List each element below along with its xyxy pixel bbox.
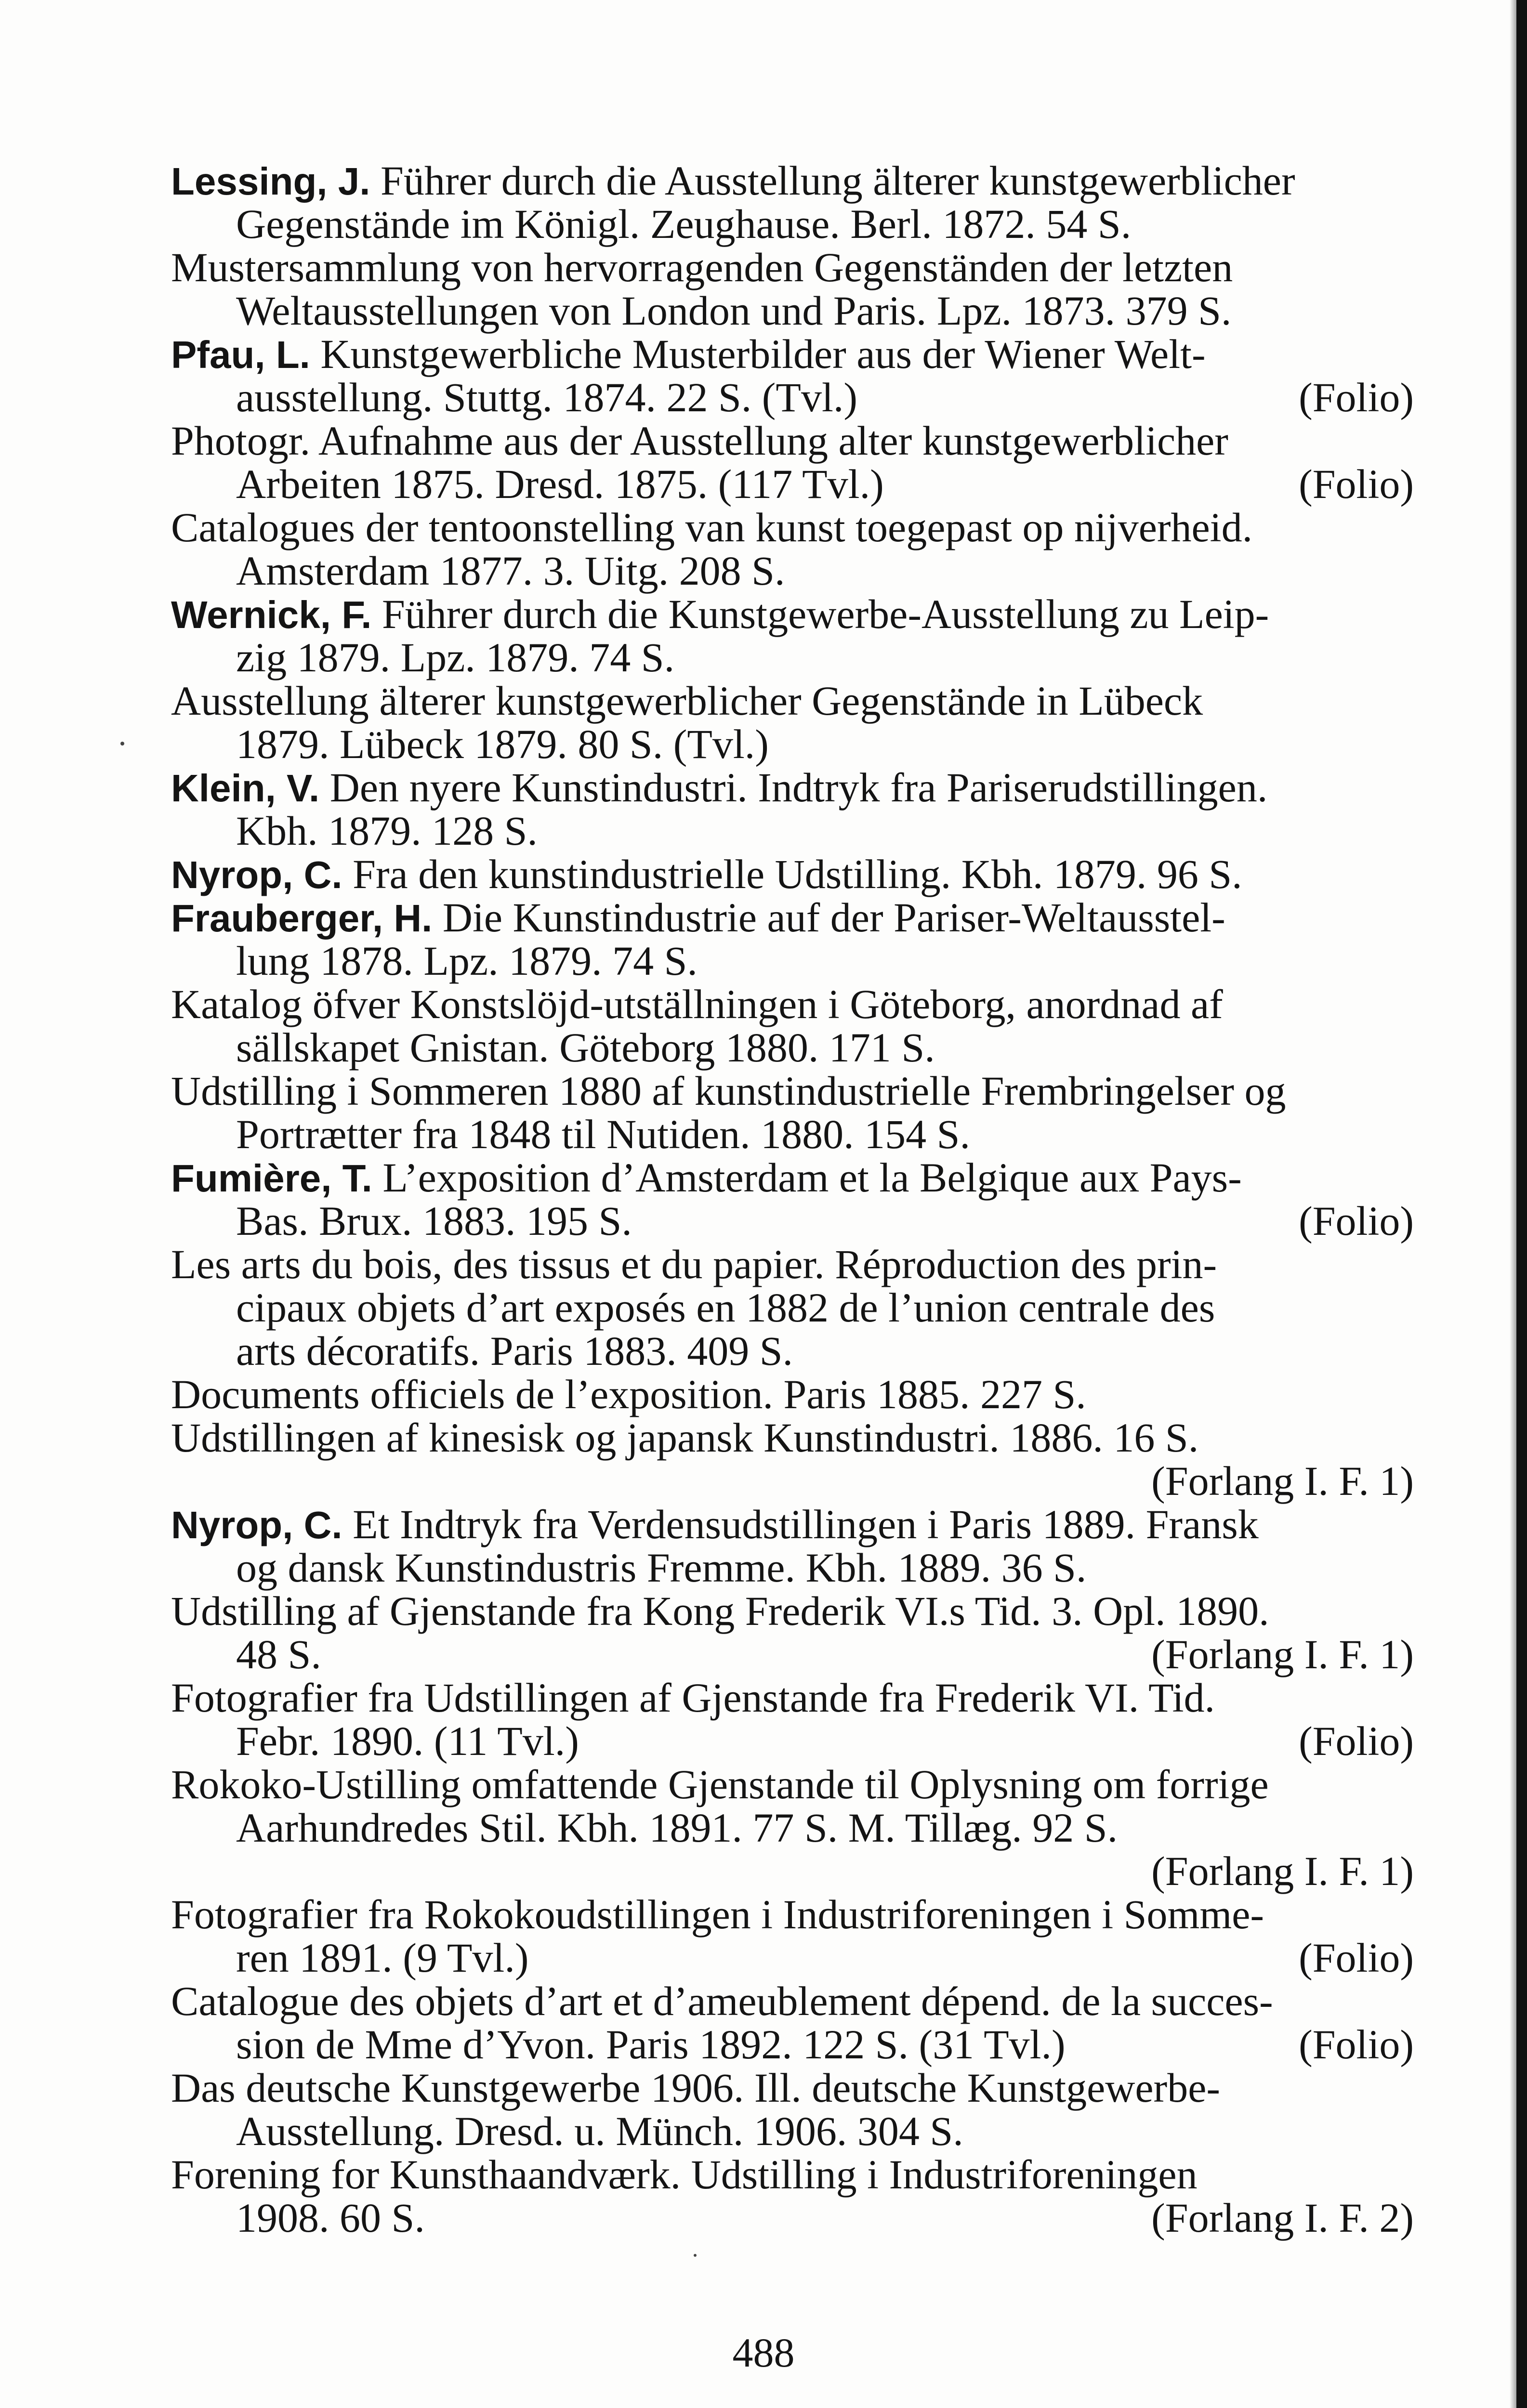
bibliography-entry: [171, 2153, 1414, 2239]
entry-text: sion de Mme d’Yvon. Paris 1892. 122 S. (31 Tvl.): [236, 2021, 1066, 2068]
entry-author: Fumière, T.: [171, 1157, 372, 1200]
entry-line: [171, 592, 1414, 636]
entry-text: Führer durch die Kunstgewerbe-Ausstellung zu Leip-: [371, 591, 1269, 637]
entry-text: Rokoko-Ustilling omfattende Gjenstande til Oplysning om forrige: [171, 1761, 1269, 1807]
entry-text: Aarhundredes Stil. Kbh. 1891. 77 S. M. Tillæg. 92 S.: [236, 1805, 1118, 1851]
entry-text: Bas. Brux. 1883. 195 S.: [236, 1198, 632, 1244]
page-edge-shadow: [1510, 0, 1516, 2408]
entry-text: ren 1891. (9 Tvl.): [236, 1935, 529, 1981]
entry-text: og dansk Kunstindustris Fremme. Kbh. 1889. 36 S.: [236, 1544, 1087, 1591]
entry-format-note: (Forlang I. F. 2): [1151, 2195, 1414, 2241]
entry-author: Pfau, L.: [171, 333, 310, 376]
entry-line: [171, 982, 1414, 1026]
entry-text: ausstellung. Stuttg. 1874. 22 S. (Tvl.): [236, 374, 857, 420]
entry-line: [171, 1156, 1414, 1199]
entry-text: Fotografier fra Rokokoudstillingen i Industriforeningen i Somme-: [171, 1891, 1264, 1937]
entry-format-note: (Folio): [1299, 1935, 1414, 1981]
bibliography-entry: [171, 2066, 1414, 2153]
entry-text: Mustersammlung von hervorragenden Gegenständen der letzten: [171, 244, 1233, 290]
entry-text: Die Kunstindustrie auf der Pariser-Weltausstel-: [432, 894, 1225, 941]
bibliography-entry: [171, 982, 1414, 1069]
entry-line: [171, 2023, 1414, 2066]
page-edge: [1516, 0, 1527, 2408]
entry-text: Les arts du bois, des tissus et du papier. Réproduction des prin-: [171, 1241, 1217, 1287]
bibliography-entry: [171, 419, 1414, 506]
entry-line: [171, 1026, 1414, 1069]
entry-text: Catalogues der tentoonstelling van kunst toegepast op nijverheid.: [171, 504, 1253, 550]
entry-text: zig 1879. Lpz. 1879. 74 S.: [236, 634, 675, 681]
bibliography-entry: [171, 592, 1414, 679]
bibliography-entry: [171, 1373, 1414, 1416]
entry-line: [171, 939, 1414, 982]
entry-text: 1879. Lübeck 1879. 80 S. (Tvl.): [236, 721, 769, 767]
entry-line: [171, 2153, 1414, 2196]
entry-text: arts décoratifs. Paris 1883. 409 S.: [236, 1328, 793, 1374]
entry-line: [171, 1893, 1414, 1936]
entry-text: Udstilling i Sommeren 1880 af kunstindustrielle Frembringelser og: [171, 1068, 1286, 1114]
entry-line: [171, 332, 1414, 376]
entry-format-note: (Folio): [1299, 2021, 1414, 2068]
entry-line: [171, 1243, 1414, 1286]
scan-speck: [120, 742, 124, 746]
entry-text: lung 1878. Lpz. 1879. 74 S.: [236, 938, 698, 984]
entry-author: Wernick, F.: [171, 593, 372, 636]
entry-line: [171, 896, 1414, 939]
entry-text: Udstilling af Gjenstande fra Kong Frederik VI.s Tid. 3. Opl. 1890.: [171, 1588, 1269, 1634]
entry-line: [171, 246, 1414, 289]
page-number: 488: [732, 2329, 795, 2376]
entry-line: [171, 1373, 1414, 1416]
entry-line: [171, 722, 1414, 766]
entry-format-note: (Forlang I. F. 1): [1151, 1458, 1414, 1504]
entry-line: [171, 1286, 1414, 1329]
entry-text: cipaux objets d’art exposés en 1882 de l’union centrale des: [236, 1284, 1215, 1331]
entry-line: [171, 1329, 1414, 1373]
bleed-through-text: [270, 63, 944, 112]
entry-line: [171, 1633, 1414, 1676]
entry-line: [171, 2196, 1414, 2239]
entry-text: Forening for Kunsthaandværk. Udstilling i Industriforeningen: [171, 2151, 1198, 2198]
bibliography-entry: [171, 1676, 1414, 1763]
entry-line: [171, 1936, 1414, 1979]
entry-text: Gegenstände im Königl. Zeughause. Berl. 1872. 54 S.: [236, 201, 1132, 247]
entry-text: L’exposition d’Amsterdam et la Belgique aux Pays-: [372, 1154, 1242, 1201]
entry-text: Ausstellung. Dresd. u. Münch. 1906. 304 S.: [236, 2108, 963, 2154]
entry-line: [171, 1112, 1414, 1156]
entry-author: Lessing, J.: [171, 160, 370, 203]
entry-line: [171, 289, 1414, 332]
entry-line: [171, 1069, 1414, 1112]
entry-text: Fotografier fra Udstillingen af Gjenstande fra Frederik VI. Tid.: [171, 1675, 1215, 1721]
entry-line: [171, 809, 1414, 852]
entry-line: [171, 766, 1414, 809]
entry-text: Arbeiten 1875. Dresd. 1875. (117 Tvl.): [236, 461, 884, 507]
entry-line: [171, 636, 1414, 679]
entry-text: Catalogue des objets d’art et d’ameublement dépend. de la succes-: [171, 1978, 1273, 2024]
bibliography-list: [171, 159, 1414, 2239]
bibliography-entry: [171, 852, 1414, 896]
bibliography-entry: [171, 1503, 1414, 1589]
entry-line: [171, 1503, 1414, 1546]
bibliography-entry: [171, 1243, 1414, 1373]
entry-text: Fra den kunstindustrielle Udstilling. Kbh. 1879. 96 S.: [342, 851, 1242, 897]
bibliography-entry: [171, 159, 1414, 246]
scan-speck: [694, 2254, 697, 2257]
entry-text: Et Indtryk fra Verdensudstillingen i Paris 1889. Fransk: [342, 1501, 1259, 1547]
entry-text: Ausstellung älterer kunstgewerblicher Gegenstände in Lübeck: [171, 678, 1203, 724]
entry-author: Nyrop, C.: [171, 1504, 342, 1546]
entry-line: [171, 2109, 1414, 2153]
entry-line: [171, 2066, 1414, 2109]
entry-line: [171, 462, 1414, 506]
entry-note-line: [171, 1459, 1414, 1503]
entry-text: Portrætter fra 1848 til Nutiden. 1880. 154 S.: [236, 1111, 970, 1157]
entry-text: Kbh. 1879. 128 S.: [236, 808, 538, 854]
bibliography-entry: [171, 246, 1414, 332]
entry-line: [171, 159, 1414, 202]
bibliography-entry: [171, 766, 1414, 852]
entry-format-note: (Forlang I. F. 1): [1151, 1631, 1414, 1677]
entry-text: Weltausstellungen von London und Paris. Lpz. 1873. 379 S.: [236, 288, 1232, 334]
entry-text: Den nyere Kunstindustri. Indtryk fra Pariserudstillingen.: [319, 764, 1268, 811]
entry-format-note: (Folio): [1299, 1718, 1414, 1764]
bibliography-entry: [171, 679, 1414, 766]
entry-text: Das deutsche Kunstgewerbe 1906. Ill. deutsche Kunstgewerbe-: [171, 2065, 1221, 2111]
entry-text: Febr. 1890. (11 Tvl.): [236, 1718, 579, 1764]
entry-line: [171, 1676, 1414, 1719]
entry-line: [171, 419, 1414, 462]
entry-author: Nyrop, C.: [171, 853, 342, 896]
entry-author: Klein, V.: [171, 767, 320, 810]
bibliography-entry: [171, 1979, 1414, 2066]
entry-line: [171, 506, 1414, 549]
entry-line: [171, 679, 1414, 722]
entry-text: Führer durch die Ausstellung älterer kunstgewerblicher: [370, 157, 1295, 204]
entry-format-note: (Folio): [1299, 1198, 1414, 1244]
entry-text: Photogr. Aufnahme aus der Ausstellung alter kunstgewerblicher: [171, 418, 1228, 464]
entry-line: [171, 1199, 1414, 1243]
entry-text: 48 S.: [236, 1631, 321, 1677]
entry-note-line: [171, 1849, 1414, 1893]
entry-text: Udstillingen af kinesisk og japansk Kunstindustri. 1886. 16 S.: [171, 1414, 1199, 1461]
entry-text: Kunstgewerbliche Musterbilder aus der Wiener Welt-: [310, 331, 1206, 377]
entry-text: sällskapet Gnistan. Göteborg 1880. 171 S.: [236, 1024, 935, 1071]
entry-format-note: (Folio): [1299, 461, 1414, 507]
bibliography-entry: [171, 332, 1414, 419]
entry-author: Frauberger, H.: [171, 897, 433, 940]
entry-line: [171, 202, 1414, 246]
entry-line: [171, 1763, 1414, 1806]
bibliography-entry: [171, 1893, 1414, 1979]
entry-line: [171, 1979, 1414, 2023]
entry-format-note: (Forlang I. F. 1): [1151, 1848, 1414, 1894]
entry-line: [171, 852, 1414, 896]
entry-text: Katalog öfver Konstslöjd-utställningen i Göteborg, anordnad af: [171, 981, 1223, 1027]
bibliography-entry: [171, 1589, 1414, 1676]
bibliography-entry: [171, 896, 1414, 982]
entry-line: [171, 1416, 1414, 1459]
entry-line: [171, 376, 1414, 419]
entry-line: [171, 549, 1414, 592]
entry-line: [171, 1546, 1414, 1589]
entry-text: Documents officiels de l’exposition. Paris 1885. 227 S.: [171, 1371, 1086, 1417]
bibliography-entry: [171, 1069, 1414, 1156]
entry-line: [171, 1589, 1414, 1633]
entry-line: [171, 1806, 1414, 1849]
entry-line: [171, 1719, 1414, 1763]
entry-text: 1908. 60 S.: [236, 2195, 425, 2241]
bibliography-entry: [171, 506, 1414, 592]
bibliography-entry: [171, 1156, 1414, 1243]
bibliography-entry: [171, 1416, 1414, 1503]
entry-format-note: (Folio): [1299, 374, 1414, 420]
bibliography-entry: [171, 1763, 1414, 1893]
entry-text: Amsterdam 1877. 3. Uitg. 208 S.: [236, 548, 785, 594]
